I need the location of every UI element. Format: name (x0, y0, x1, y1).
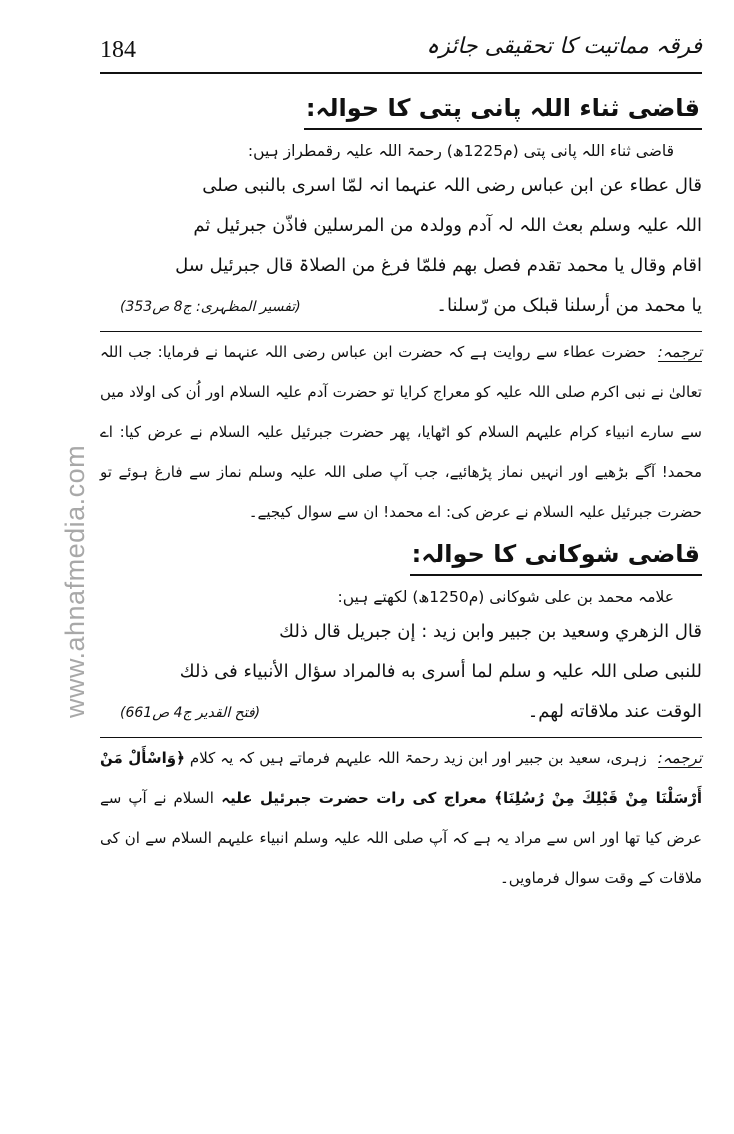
arabic-quotation (100, 612, 702, 733)
translation-line: محمد! ان سے سوال کیجیے۔ (248, 503, 424, 521)
arabic-line: قال الزهري وسعيد بن جبير وابن زيد : إن جبريل قال ذلك (279, 621, 702, 642)
translation-line: اور اُن کی اولاد میں سے سارے انبیاء کرام علیہم السلام کو اٹھایا، پھر حضرت جبرئیل (100, 383, 702, 441)
arabic-last-line (100, 286, 702, 327)
section-intro: علامہ محمد بن علی شوکانی (م1250ھ) لکھتے ہیں: (337, 588, 674, 606)
arabic-line: قال عطاء عن ابن عباس رضی اللہ عنہما انہ لمّا اسری بالنبی صلی (202, 175, 702, 196)
section-intro: قاضی ثناء اللہ پانی پتی (م1225ھ) رحمۃ اللہ علیہ رقمطراز ہیں: (247, 142, 674, 160)
translation-line: انبیاء علیہم السلام سے ان کی ملاقات کے وقت سوال فرماویں۔ (100, 829, 702, 887)
translation-line: اللہ علیہ وسلم نماز سے فارغ ہوئے تو حضرت جبرئیل علیہ السلام نے عرض کی: اے (100, 463, 702, 521)
section-heading: قاضی شوکانی کا حوالہ: (410, 536, 702, 576)
arabic-line: اللہ علیہ وسلم بعث اللہ لہ آدم وولدہ من المرسلین فاذّن جبرئیل ثم (193, 215, 702, 236)
arabic-line: یا محمد من أرسلنا قبلک من رّسلنا۔ (436, 295, 702, 316)
section-qazi-sanaullah (100, 86, 702, 532)
quran-verse: ﴿وَاسْأَلْ مَنْ أَرْسَلْنَا مِنْ قَبْلِكَ مِنْ رُسُلِنَا﴾ معراج کی رات حضرت جبرئیل علیہ (100, 749, 702, 807)
translation-label: ترجمہ: (657, 343, 702, 361)
translation-line: علیہ السلام نے عرض کیا: اے محمد! آگے بڑھیے اور انہیں نماز پڑھائیے، جب آپ صلی (100, 423, 702, 481)
translation-label: ترجمہ: (657, 749, 702, 767)
section-qazi-shaukani (100, 532, 702, 898)
section-heading: قاضی ثناء اللہ پانی پتی کا حوالہ: (304, 90, 702, 130)
translation-paragraph (100, 332, 702, 532)
translation-line: زہری، سعید بن جبیر اور ابن زید رحمۃ اللہ علیہم فرماتے ہیں کہ یہ کلام (184, 749, 647, 767)
page-number: 184 (100, 37, 136, 63)
arabic-line: للنبی صلی اللہ علیہ و سلم لما أسری به فالمراد سؤال الأنبياء فی ذلك (179, 661, 702, 682)
translation-line: فرمایا: جب اللہ تعالیٰ نے نبی اکرم صلی اللہ علیہ کو معراج کرایا تو حضرت آدم علیہ السلام (100, 343, 702, 401)
page-header (100, 30, 702, 74)
translation-line: حضرت عطاء سے روایت ہے کہ حضرت ابن عباس رضی اللہ عنہما نے (199, 343, 647, 361)
arabic-quotation (100, 166, 702, 327)
running-title: فرقہ مماتیت کا تحقیقی جائزہ (426, 34, 702, 59)
arabic-line: الوقت عند ملاقاته لهم۔ (527, 701, 702, 722)
watermark: www.ahnafmedia.com (60, 444, 90, 718)
citation: (تفسیر المظہری: ج8 ص353) (120, 299, 301, 315)
arabic-last-line (100, 692, 702, 733)
translation-line: السلام نے آپ سے عرض کیا تھا اور اس سے مراد یہ ہے کہ آپ صلی اللہ علیہ وسلم (100, 789, 702, 847)
arabic-line: اقام وقال یا محمد تقدم فصل بھم فلمّا فرغ من الصلاۃ قال جبرئیل سل (175, 255, 702, 276)
citation: (فتح القدیر ج4 ص661) (120, 705, 261, 721)
translation-paragraph (100, 738, 702, 898)
page-content (100, 86, 702, 898)
